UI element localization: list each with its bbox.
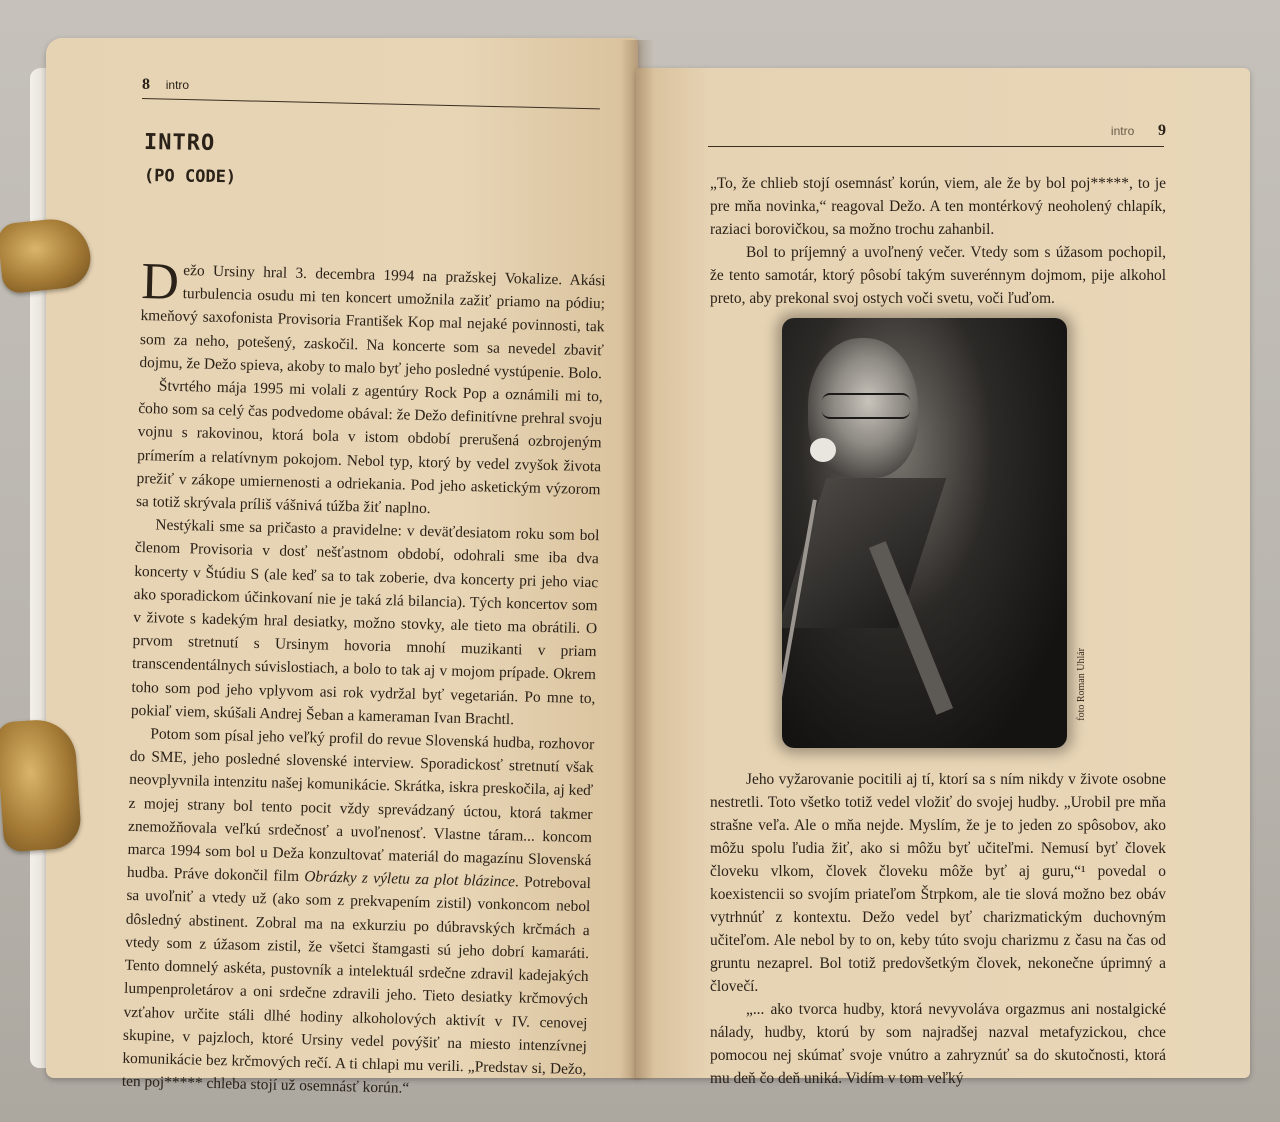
photo-credit: foto Roman Uhlár — [1076, 648, 1087, 721]
left-page-number: 8 — [142, 76, 150, 93]
right-head-rule — [708, 146, 1164, 147]
book-gutter — [620, 40, 654, 1080]
right-page-number: 9 — [1158, 122, 1166, 139]
paragraph: „To, že chlieb stojí osemnásť korún, viem, ale že by bol poj*****, to je pre mňa novinka,“ reagoval Dežo. A ten montérkový neoholený chlapík, raziaci borovičkou, sa možno trochu zahanbil. — [710, 175, 1166, 238]
left-page — [46, 38, 638, 1097]
left-body-text — [121, 253, 606, 1104]
brass-hand-page-holder — [0, 717, 82, 852]
left-running-head-label: intro — [165, 78, 190, 92]
left-head-rule — [142, 98, 600, 109]
chapter-title: INTRO — [143, 130, 216, 156]
right-running-head-label: intro — [1110, 124, 1135, 138]
paragraph: Nestýkali sme sa pričasto a pravidelne: v deväťdesiatom roku som bol členom Provisoria v dosť nešťastnom období, odohrali sme iba dva koncerty v Štúdiu S (ale keď sa to tak zoberie, dva koncerty pri jeho viac ako sporadickom účinkovaní nie je taká zlá bilancia). Tých koncertov som v živote s kadekým hral desiatky, možno stovky, ale tieto ma obrátili. O prvom stretnutí s Ursinym hovoria mnohí muzikanti v priam transcendentálnych súvislostiach, a bolo to tak aj v mojom prípade. Okrem toho som pod jeho vplyvom asi rok vydržal byť vegetarián. Po mne to, pokiaľ viem, skúšali Andrej Šeban a kameraman Ivan Brachtl. — [130, 516, 600, 729]
paragraph: Štvrtého mája 1995 mi volali z agentúry Rock Pop a oznámili mi to, čoho som sa celý čas podvedome obával: že Dežo definitívne prehral svoju vojnu s rakovinou, ktorá bola v istom období prerušená ozbrojeným prímerím a relatívnym pokojom. Nebol typ, ktorý by vedel zvyšok života prežiť v zákope umiernenosti a odriekania. Pod jeho asketickým výzorom sa totiž skrývala príliš vášnivá túžba žiť naplno. — [135, 377, 603, 518]
paragraph: Jeho vyžarovanie pocitili aj tí, ktorí sa s ním nikdy v živote osobne nestretli. Toto všetko totiž vedel vložiť do svojej hudby. „Urobil pre mňa strašne veľa. Ale o mňa nejde. Myslím, že je to jeden zo spôsobov, ako môžu spolu ľudia žiť, ako si môžu byť učiteľmi. Nemusí byť človek človeku vlkom, človek človeku môže byť aj guru,“¹ povedal o koexistencii so svojím priateľom Štrpkom, ale tie slová možno bez obáv vytrhnúť z kontextu. Dežo vedel byť charizmatickým duchovným učiteľom. Ale nebol by to on, keby túto svoju charizmu z času na čas od gruntu nezaprel. Bol totiž predovšetkým človek, nekonečne úprimný a človečí. — [710, 771, 1166, 995]
left-running-head — [142, 76, 189, 94]
musician-photo — [782, 318, 1067, 748]
right-lower-text — [710, 768, 1166, 1090]
paragraph: Potom som písal jeho veľký profil do revue Slovenská hudba, rozhovor do SME, jeho posledné slovenské interview. Sporadickosť stretnutí však neovplyvnila intenzitu našej komunikácie. Skrátka, iskra preskočila, aj keď z mojej strany bol tento pocit vždy sprevádzaný úctou, ktorá takmer znemožňovala veľkú srdečnosť a uvoľnenosť. Vlastne táram... koncom marca 1994 som bol u Deža konzultovať materiál do magazínu Slovenská hudba. Práve dokončil film Obrázky z výletu za plot blázince. Potreboval sa uvoľniť a vtedy už (ako som z prekvapením zistil) vonkoncom nebol dôsledný abstinent. Zobral ma na exkurziu po dúbravských krčmách a vtedy som z úžasom zistil, že všetci štamgasti sú jeho dobrí kamaráti. Tento domnelý askéta, pustovník a intelektuál srdečne zdravil kadejakých lumpenproletárov a oni srdečne zdravili jeho. Tieto desiatky krčmových vzťahov určite stáli dlhé hodiny alkoholových aktivít v IV. cenovej skupine, v pajzloch, ktoré Ursiny vedel povýšiť na miesto intenzívnej komunikácie bez krčmových rečí. A ti chlapi mu verili. „Predstav si, Dežo, ten poj***** chleba stojí už osemnásť korún.“ — [121, 725, 595, 1097]
right-page — [636, 68, 1250, 1087]
dropcap: D — [140, 253, 180, 311]
glasses — [822, 393, 910, 419]
right-upper-text — [710, 172, 1166, 310]
paragraph: Dežo Ursiny hral 3. decembra 1994 na pražskej Vokalize. Akási turbulencia osudu mi ten koncert umožnila zažiť priamo na pódiu; kmeňový saxofonista Provisoria František Kop mal nejaké povinnosti, tak som za neho, potešený, zaskočil. Na koncerte som sa nevedel zbaviť dojmu, že Dežo spieva, akoby to malo byť jeho posledné vystúpenie. Bolo. — [139, 253, 606, 383]
chapter-subtitle: (PO CODE) — [143, 166, 237, 188]
paragraph: Bol to príjemný a uvoľnený večer. Vtedy som s úžasom pochopil, že tento samotár, ktorý pôsobí takým suverénnym dojmom, pije alkohol preto, aby prekonal svoj ostych voči svetu, voči ľuďom. — [710, 244, 1166, 307]
paragraph: „... ako tvorca hudby, ktorá nevyvoláva orgazmus ani nostalgické nálady, hudby, ktorú by som najradšej nazval metafyzickou, chce pomocou nej skúmať svoje vnútro a zahryznúť sa do skutočnosti, ktorá mu deň čo deň uniká. Vidím v tom veľký — [710, 1001, 1166, 1087]
film-title: Obrázky z výletu za plot blázince — [304, 868, 516, 891]
microphone — [810, 438, 836, 462]
right-running-head — [1111, 122, 1166, 140]
